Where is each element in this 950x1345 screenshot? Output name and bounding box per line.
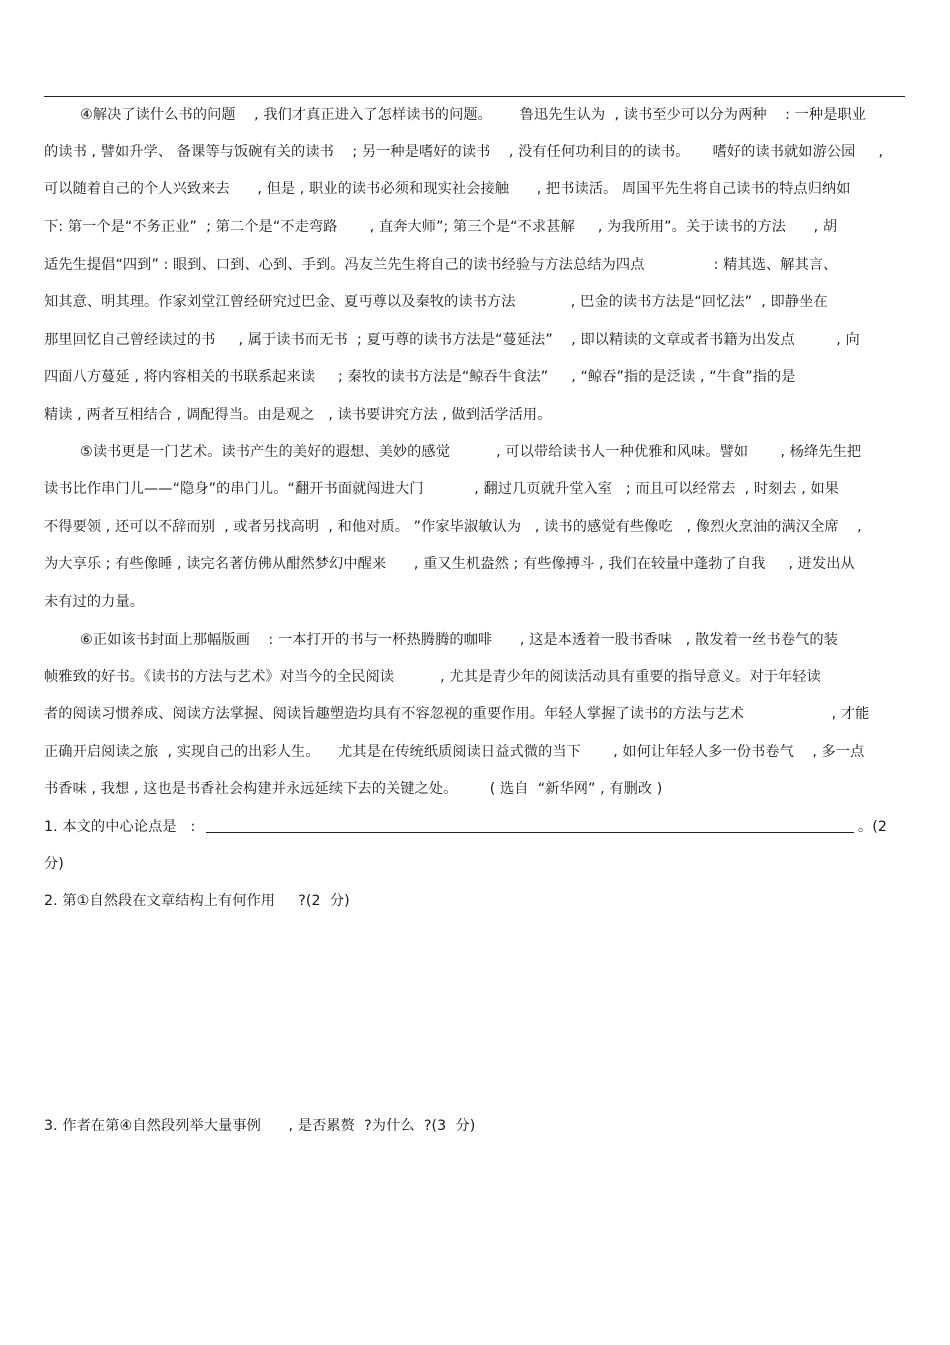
paragraph-6-line-5: 书香味 , 我想 , 这也是书香社会构建并永远延续下去的关键之处。 ( 选自 “新华网” , 有删改 ) xyxy=(44,781,663,797)
question-1-score-continued: 分) xyxy=(44,856,64,872)
paragraph-4-line-6: 知其意、明其理。作家刘堂江曾经研究过巴金、夏丏尊以及秦牧的读书方法 , 巴金的读书方法是“回忆法” , 即静坐在 xyxy=(44,294,828,310)
paragraph-4-line-7: 那里回忆自己曾经读过的书 , 属于读书而无书 ; 夏丏尊的读书方法是“蔓延法” , 即以精读的文章或者书籍为出发点 , 向 xyxy=(44,332,860,348)
paragraph-4-line-8: 四面八方蔓延 , 将内容相关的书联系起来读 ; 秦牧的读书方法是“鲸吞牛食法” , “鲸吞”指的是泛读 , “牛食”指的是 xyxy=(44,369,796,385)
header-rule xyxy=(44,96,905,97)
paragraph-4-line-5: 适先生提倡“四到” : 眼到、口到、心到、手到。冯友兰先生将自己的读书经验与方法总结为四点 : 精其选、解其言、 xyxy=(44,257,838,273)
paragraph-5-line-4: 为大享乐 ; 有些像睡 , 读完名著仿佛从酣然梦幻中醒来 , 重又生机盎然 ; 有些像搏斗 , 我们在较量中蓬勃了自我 , 迸发出从 xyxy=(44,556,855,572)
paragraph-5-line-1: ⑤读书更是一门艺术。读书产生的美好的遐想、美妙的感觉 , 可以带给读书人一种优雅和风味。譬如 , 杨绛先生把 xyxy=(80,444,862,460)
question-2: 2. 第①自然段在文章结构上有何作用 ?(2 分) xyxy=(44,893,350,909)
paragraph-5-line-2: 读书比作串门儿——“隐身”的串门儿。“翻开书面就闯进大门 , 翻过几页就升堂入室 ; 而且可以经常去 , 时刻去 , 如果 xyxy=(44,481,840,497)
paragraph-4-line-2: 的读书 , 譬如升学、 备课等与饭碗有关的读书 ; 另一种是嗜好的读书 , 没有任何功利目的的读书。 嗜好的读书就如游公园 , xyxy=(44,144,884,160)
question-1-answer-blank[interactable] xyxy=(206,832,854,833)
paragraph-5-line-3: 不得要领 , 还可以不辞而别 , 或者另找高明 , 和他对质。 ”作家毕淑敏认为 , 读书的感觉有些像吃 , 像烈火烹油的满汉全席 , xyxy=(44,519,862,535)
paragraph-4-line-3: 可以随着自己的个人兴致来去 , 但是 , 职业的读书必须和现实社会接触 , 把书读活。 周国平先生将自己读书的特点归纳如 xyxy=(44,181,851,197)
paragraph-4-line-1: ④解决了读什么书的问题 , 我们才真正进入了怎样读书的问题。 鲁迅先生认为 , 读书至少可以分为两种 : 一种是职业 xyxy=(80,107,867,123)
question-3: 3. 作者在第④自然段列举大量事例 , 是否累赘 ?为什么 ?(3 分) xyxy=(44,1118,476,1134)
paragraph-5-line-5: 未有过的力量。 xyxy=(44,594,145,610)
paragraph-6-line-4: 正确开启阅读之旅 , 实现自己的出彩人生。 尤其是在传统纸质阅读日益式微的当下 , 如何让年轻人多一份书卷气 , 多一点 xyxy=(44,744,865,760)
question-1-label: 1. 本文的中心论点是 : xyxy=(44,819,196,835)
paragraph-6-line-1: ⑥正如该书封面上那幅版画 : 一本打开的书与一杯热腾腾的咖啡 , 这是本透着一股书香味 , 散发着一丝书卷气的装 xyxy=(80,632,838,648)
paragraph-4-line-9: 精读 , 两者互相结合 , 调配得当。由是观之 , 读书要讲究方法 , 做到活学活用。 xyxy=(44,407,552,423)
question-1-score: 。(2 xyxy=(858,819,888,835)
paragraph-4-line-4: 下: 第一个是“不务正业” ; 第二个是“不走弯路 , 直奔大师”; 第三个是“不求甚解 , 为我所用”。关于读书的方法 , 胡 xyxy=(44,219,838,235)
paragraph-6-line-2: 帧雅致的好书。《读书的方法与艺术》对当今的全民阅读 , 尤其是青少年的阅读活动具有重要的指导意义。对于年轻读 xyxy=(44,669,821,685)
paragraph-6-line-3: 者的阅读习惯养成、阅读方法掌握、阅读旨趣塑造均具有不容忽视的重要作用。年轻人掌握了读书的方法与艺术 , 才能 xyxy=(44,706,870,722)
